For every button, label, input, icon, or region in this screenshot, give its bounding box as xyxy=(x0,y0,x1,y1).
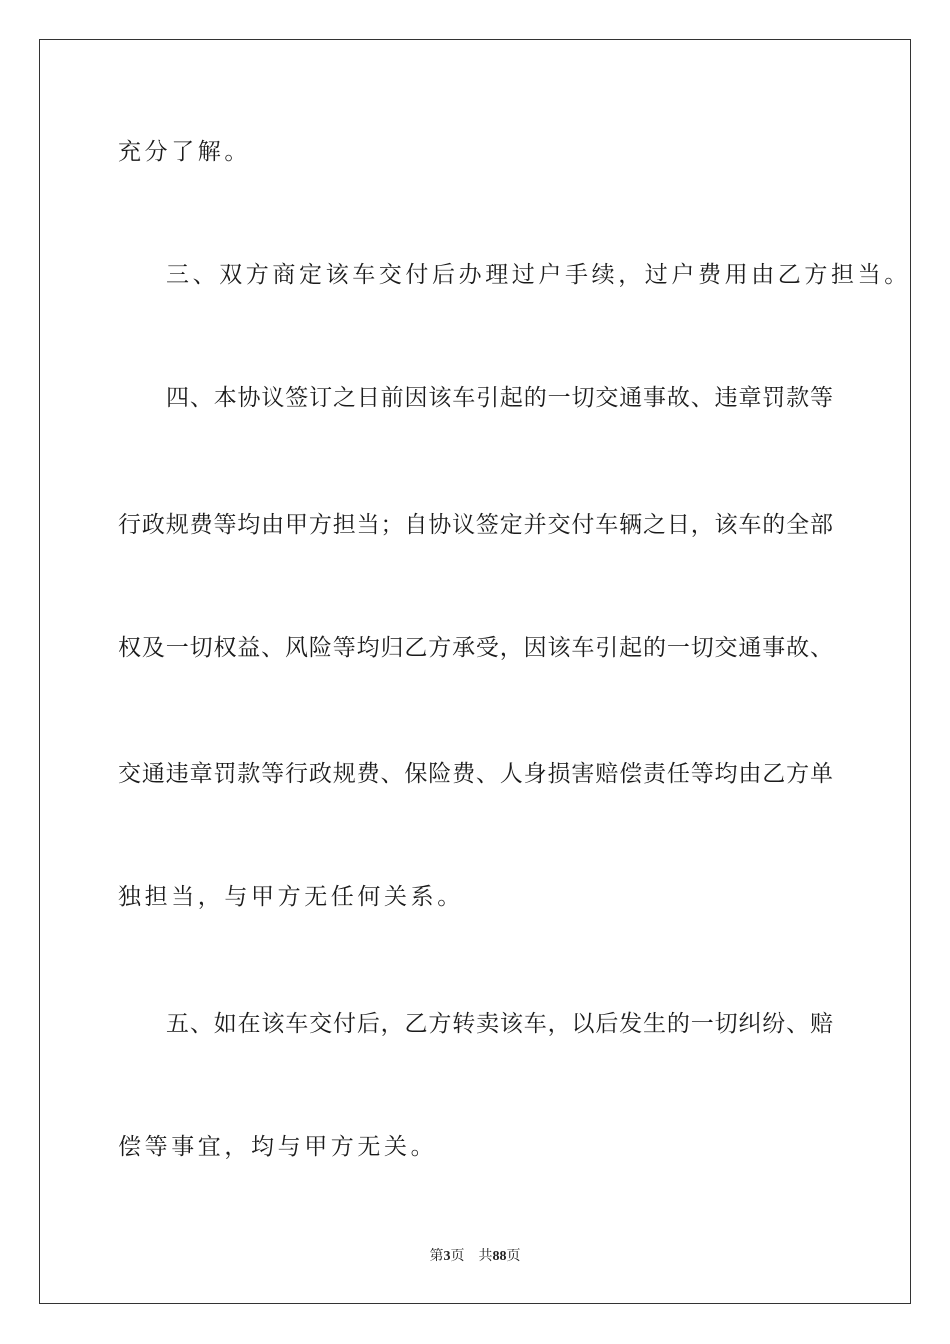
paragraph-line: 交通违章罚款等行政规费、保险费、人身损害赔偿责任等均由乙方单 xyxy=(118,761,833,787)
page-current: 3 xyxy=(443,1249,451,1264)
paragraph-line: 独担当，与甲方无任何关系。 xyxy=(118,884,464,910)
page-suffix: 页 xyxy=(450,1248,465,1264)
total-suffix: 页 xyxy=(506,1248,521,1264)
total-prefix: 共 xyxy=(478,1248,493,1264)
page-total: 88 xyxy=(492,1249,507,1264)
page-footer xyxy=(0,1247,950,1266)
paragraph-line: 偿等事宜，均与甲方无关。 xyxy=(118,1134,438,1160)
paragraph-line: 行政规费等均由甲方担当；自协议签定并交付车辆之日，该车的全部 xyxy=(118,512,833,538)
paragraph-line: 五、如在该车交付后，乙方转卖该车，以后发生的一切纠纷、赔 xyxy=(166,1011,833,1037)
paragraph-line: 权及一切权益、风险等均归乙方承受，因该车引起的一切交通事故、 xyxy=(118,635,833,661)
paragraph-line: 四、本协议签订之日前因该车引起的一切交通事故、违章罚款等 xyxy=(166,385,833,411)
paragraph-line: 充分了解。 xyxy=(118,139,251,165)
page-border xyxy=(39,39,911,1304)
paragraph-line: 三、双方商定该车交付后办理过户手续，过户费用由乙方担当。 xyxy=(166,262,911,288)
page-prefix: 第 xyxy=(429,1248,444,1264)
